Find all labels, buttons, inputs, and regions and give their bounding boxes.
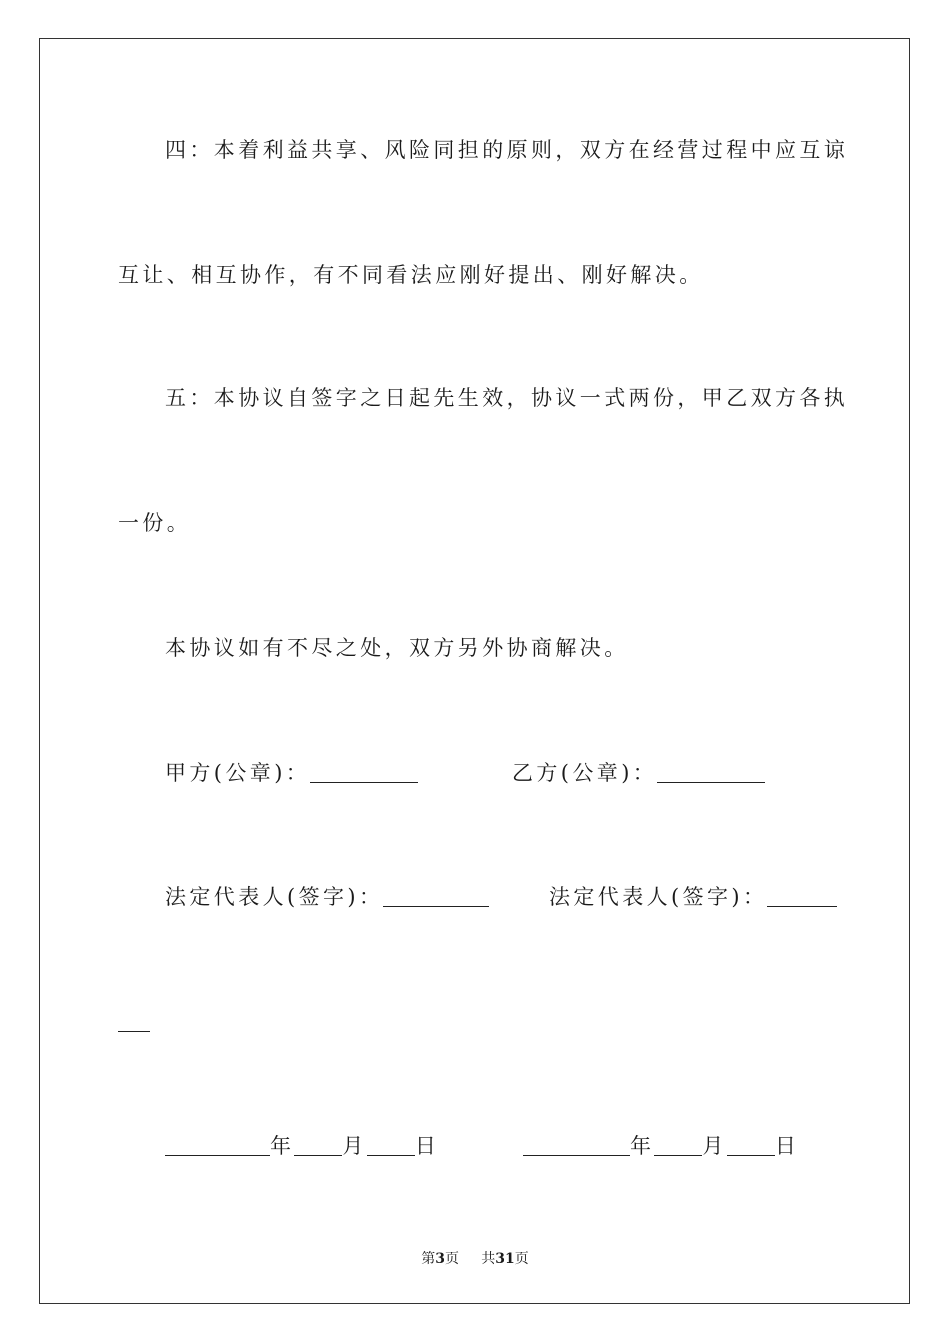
- page-footer: [0, 1248, 950, 1268]
- date-row-party-a: [165, 1132, 439, 1160]
- rep-b-signature-label: 法定代表人(签字)：: [549, 885, 768, 909]
- date-b-year-blank[interactable]: [523, 1135, 630, 1156]
- date-b-year-label: 年: [630, 1134, 655, 1158]
- clause-4-line-1: 四：本着利益共享、风险同担的原则，双方在经营过程中应互谅: [165, 138, 849, 162]
- page-border: [39, 38, 910, 1304]
- rep-b-signature-row: [549, 883, 837, 911]
- date-a-day-label: 日: [414, 1134, 440, 1158]
- date-b-month-label: 月: [702, 1134, 727, 1158]
- clause-4-line-2: 互让、相互协作，有不同看法应刚好提出、刚好解决。: [118, 263, 704, 287]
- party-b-seal-label: 乙方(公章)：: [512, 761, 658, 785]
- date-a-year-label: 年: [270, 1134, 295, 1158]
- page-prefix: 第: [421, 1251, 436, 1267]
- supplementary-clause: 本协议如有不尽之处，双方另外协商解决。: [165, 636, 629, 660]
- rep-b-signature-blank-continued-row: [118, 1008, 150, 1036]
- clause-5-line-2: 一份。: [118, 511, 192, 535]
- date-b-day-blank[interactable]: [727, 1135, 775, 1156]
- total-suffix: 页: [514, 1251, 529, 1267]
- date-row-party-b: [523, 1132, 799, 1160]
- date-a-month-blank[interactable]: [294, 1135, 342, 1156]
- party-a-seal-row: [165, 759, 418, 787]
- date-b-day-label: 日: [774, 1134, 800, 1158]
- page-indicator: [421, 1251, 459, 1267]
- rep-a-signature-blank[interactable]: [383, 886, 489, 907]
- date-a-month-label: 月: [342, 1134, 367, 1158]
- party-b-seal-blank[interactable]: [657, 762, 765, 783]
- total-pages-number: 31: [495, 1251, 515, 1267]
- rep-b-signature-blank[interactable]: [767, 886, 837, 907]
- page-suffix: 页: [445, 1251, 459, 1267]
- total-pages-indicator: [481, 1251, 528, 1267]
- rep-a-signature-label: 法定代表人(签字)：: [165, 885, 384, 909]
- page-number: 3: [435, 1251, 445, 1267]
- rep-a-signature-row: [165, 883, 489, 911]
- date-a-year-blank[interactable]: [165, 1135, 270, 1156]
- total-prefix: 共: [481, 1251, 496, 1267]
- rep-b-signature-blank-continued[interactable]: [118, 1011, 150, 1032]
- date-a-day-blank[interactable]: [367, 1135, 415, 1156]
- clause-5-line-1: 五：本协议自签字之日起先生效，协议一式两份，甲乙双方各执: [165, 386, 849, 410]
- party-a-seal-label: 甲方(公章)：: [165, 761, 311, 785]
- party-a-seal-blank[interactable]: [310, 762, 418, 783]
- party-b-seal-row: [512, 759, 765, 787]
- date-b-month-blank[interactable]: [654, 1135, 702, 1156]
